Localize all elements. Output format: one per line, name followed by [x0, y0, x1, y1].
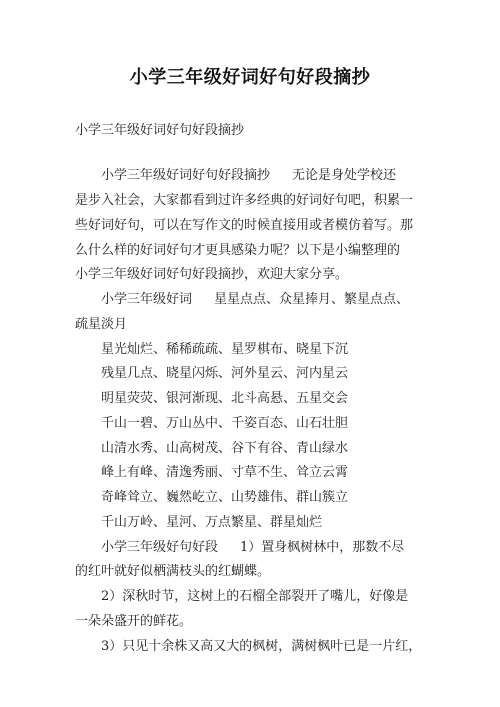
document-subtitle: 小学三年级好词好句好段摘抄: [75, 123, 245, 138]
paragraph-heading: 小学三年级好句好段: [101, 540, 219, 555]
phrase-line: 星光灿烂、稀稀疏疏、星罗棋布、晓星下沉: [101, 342, 349, 357]
intro-line-2: 是步入社会，大家都看到过许多经典的好词好句吧，积累一: [75, 193, 414, 208]
words-line-2: 疏星淡月: [75, 317, 128, 332]
paragraph-line-4: 一朵朵盛开的鲜花。: [75, 614, 193, 629]
phrase-line: 山清水秀、山高树茂、谷下有谷、青山绿水: [101, 441, 349, 456]
paragraph-line-3: 2）深秋时节，这树上的石榴全部裂开了嘴儿，好像是: [101, 589, 409, 604]
phrase-line: 奇峰耸立、巍然屹立、山势雄伟、群山簇立: [101, 490, 349, 505]
paragraph-heading-line: [101, 536, 404, 555]
words-heading: 小学三年级好词: [101, 292, 193, 307]
phrase-line: 千山万岭、星河、万点繁星、群星灿烂: [101, 515, 323, 530]
paragraph-line-5: 3）只见十余株又高又大的枫树，满树枫叶已是一片红，: [101, 639, 422, 654]
intro-line-4: 么什么样的好词好句才更具感染力呢？以下是小编整理的: [75, 243, 401, 258]
phrase-line: 明星荧荧、银河渐现、北斗高悬、五星交会: [101, 391, 349, 406]
phrase-line: 峰上有峰、清逸秀丽、寸草不生、耸立云霄: [101, 465, 349, 480]
words-line-1-text: 星星点点、众星捧月、繁星点点、: [214, 292, 410, 307]
intro-line-5: 小学三年级好词好句好段摘抄，欢迎大家分享。: [75, 267, 349, 282]
intro-line-1-text: 无论是身处学校还: [292, 168, 397, 183]
words-heading-line: [101, 288, 409, 307]
intro-line-3: 些好词好句，可以在写作文的时候直接用或者模仿着写。那: [75, 218, 414, 233]
intro-line-1: [101, 164, 396, 183]
intro-lead: 小学三年级好词好句好段摘抄: [101, 168, 271, 183]
page-title: 小学三年级好词好句好段摘抄: [129, 67, 371, 88]
paragraph-line-2: 的红叶就好似栖满枝头的红蝴蝶。: [75, 564, 271, 579]
phrase-line: 千山一碧、万山丛中、千姿百态、山石壮胆: [101, 416, 349, 431]
paragraph-line-1-text: 1）置身枫树林中，那数不尽: [240, 540, 405, 555]
phrase-line: 残星几点、晓星闪烁、河外星云、河内星云: [101, 366, 349, 381]
